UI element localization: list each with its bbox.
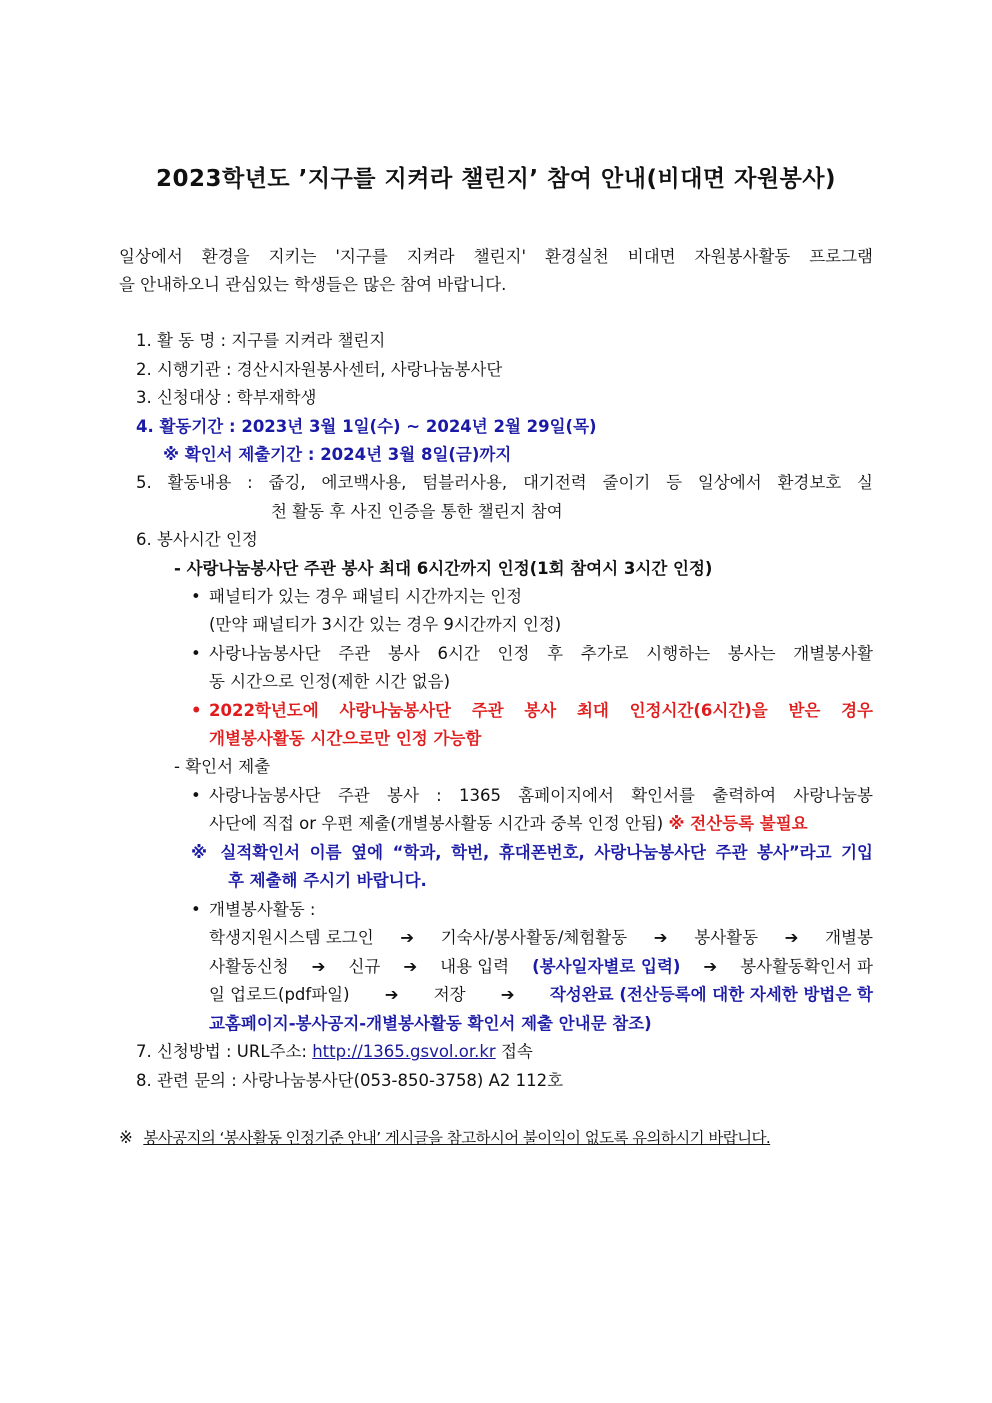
apply-suffix: 접속 <box>495 1042 533 1061</box>
bullet-icon: • <box>191 900 201 919</box>
footnote <box>119 1128 770 1148</box>
page-title: 2023학년도 ’지구를 지켜라 챌린지’ 참여 안내(비대면 자원봉사) <box>155 166 837 192</box>
cert-note-line-2: 후 제출해 주시기 바랍니다. <box>228 871 427 890</box>
arrow-right-icon: ➔ <box>384 985 399 1004</box>
bullet-icon: • <box>191 644 201 663</box>
cert-c1-line-2a: 사단에 직접 or 우편 제출(개별봉사활동 시간과 중복 인정 안됨) <box>209 814 664 833</box>
item-contact: 8. 관련 문의 : 사랑나눔봉사단(053-850-3758) A2 112호 <box>136 1071 564 1090</box>
step-text: 봉사활동확인서 파 <box>740 957 873 976</box>
item-hours: 6. 봉사시간 인정 <box>136 530 258 549</box>
hours-b1-line-2: (만약 패널티가 3시간 있는 경우 9시간까지 인정) <box>209 615 562 634</box>
cert-c2-line-4: 교홈페이지-봉사공지-개별봉사활동 확인서 제출 안내문 참조) <box>209 1014 652 1033</box>
item-period: 4. 활동기간 : 2023년 3월 1일(수) ~ 2024년 2월 29일(목) <box>136 417 597 436</box>
bullet-icon: • <box>191 587 201 606</box>
step-text: 저장 <box>433 985 466 1004</box>
cert-c1-line-1: 사랑나눔봉사단 주관 봉사 : 1365 홈페이지에서 확인서를 출력하여 사랑나눔봉 <box>209 786 873 805</box>
hours-b3-line-1: 2022학년도에 사랑나눔봉사단 주관 봉사 최대 인정시간(6시간)을 받은 경우 <box>209 701 873 720</box>
apply-url-link[interactable]: http://1365.gsvol.or.kr <box>312 1042 496 1061</box>
item-content-line-2: 천 활동 후 사진 인증을 통한 챌린지 참여 <box>271 502 563 521</box>
intro-line-2: 을 안내하오니 관심있는 학생들은 많은 참여 바랍니다. <box>119 275 507 294</box>
arrow-right-icon: ➔ <box>703 957 718 976</box>
hours-b2-line-1: 사랑나눔봉사단 주관 봉사 6시간 인정 후 추가로 시행하는 봉사는 개별봉사활 <box>209 644 873 663</box>
intro-line-1: 일상에서 환경을 지키는 '지구를 지켜라 챌린지' 환경실천 비대면 자원봉사활동 프로그램 <box>119 247 873 266</box>
step-text: 사활동신청 <box>209 957 289 976</box>
step-text: 신규 <box>348 957 381 976</box>
bullet-icon: • <box>191 701 202 720</box>
cert-c2-steps-1 <box>209 928 873 948</box>
arrow-right-icon: ➔ <box>403 957 418 976</box>
item-activity-name: 1. 활 동 명 : 지구를 지켜라 챌린지 <box>136 331 386 350</box>
step-text: 기숙사/봉사활동/체험활동 <box>440 928 628 947</box>
arrow-right-icon: ➔ <box>653 928 668 947</box>
cert-no-registration: ※ 전산등록 불필요 <box>668 814 808 833</box>
item-organizer: 2. 시행기관 : 경산시자원봉사센터, 사랑나눔봉사단 <box>136 360 503 379</box>
apply-label: 7. 신청방법 : URL주소: <box>136 1042 313 1061</box>
hours-b3-line-2: 개별봉사활동 시간으로만 인정 가능함 <box>209 729 482 748</box>
cert-c2-line-1: 개별봉사활동 : <box>209 900 316 919</box>
bullet-icon: • <box>191 786 201 805</box>
hours-b1-line-1: 패널티가 있는 경우 패널티 시간까지는 인정 <box>209 587 523 606</box>
footnote-text: 봉사공지의 ‘봉사활동 인정기준 안내’ 게시글을 참고하시어 불이익이 없도록 유의하시기 바랍니다. <box>143 1129 771 1147</box>
step-text-highlight: (봉사일자별로 입력) <box>532 957 681 976</box>
step-text: 일 업로드(pdf파일) <box>209 985 350 1004</box>
item-target: 3. 신청대상 : 학부재학생 <box>136 388 317 407</box>
step-text: 개별봉 <box>825 928 873 947</box>
item-period-note: ※ 확인서 제출기간 : 2024년 3월 8일(금)까지 <box>163 445 512 464</box>
hours-sub-2: - 확인서 제출 <box>174 757 271 776</box>
hours-b2-line-2: 동 시간으로 인정(제한 시간 없음) <box>209 672 451 691</box>
step-text: 내용 입력 <box>440 957 510 976</box>
cert-c1-line-2 <box>209 814 808 834</box>
footnote-mark: ※ <box>119 1128 133 1147</box>
cert-c2-steps-3 <box>209 985 873 1005</box>
item-content-line-1: 5. 활동내용 : 줍깅, 에코백사용, 텀블러사용, 대기전력 줄이기 등 일상에서 환경보호 실 <box>136 473 873 492</box>
step-text: 학생지원시스템 로그인 <box>209 928 374 947</box>
step-text-highlight: 작성완료 (전산등록에 대한 자세한 방법은 학 <box>549 985 873 1004</box>
cert-c2-steps-2 <box>209 957 873 977</box>
cert-note-line-1: ※ 실적확인서 이름 옆에 “학과, 학번, 휴대폰번호, 사랑나눔봉사단 주관 봉사”라고 기입 <box>191 843 873 862</box>
step-text: 봉사활동 <box>694 928 759 947</box>
item-apply-method <box>136 1042 533 1062</box>
arrow-right-icon: ➔ <box>784 928 799 947</box>
arrow-right-icon: ➔ <box>500 985 515 1004</box>
arrow-right-icon: ➔ <box>400 928 415 947</box>
arrow-right-icon: ➔ <box>311 957 326 976</box>
hours-sub-1: - 사랑나눔봉사단 주관 봉사 최대 6시간까지 인정(1회 참여시 3시간 인정) <box>174 559 713 578</box>
